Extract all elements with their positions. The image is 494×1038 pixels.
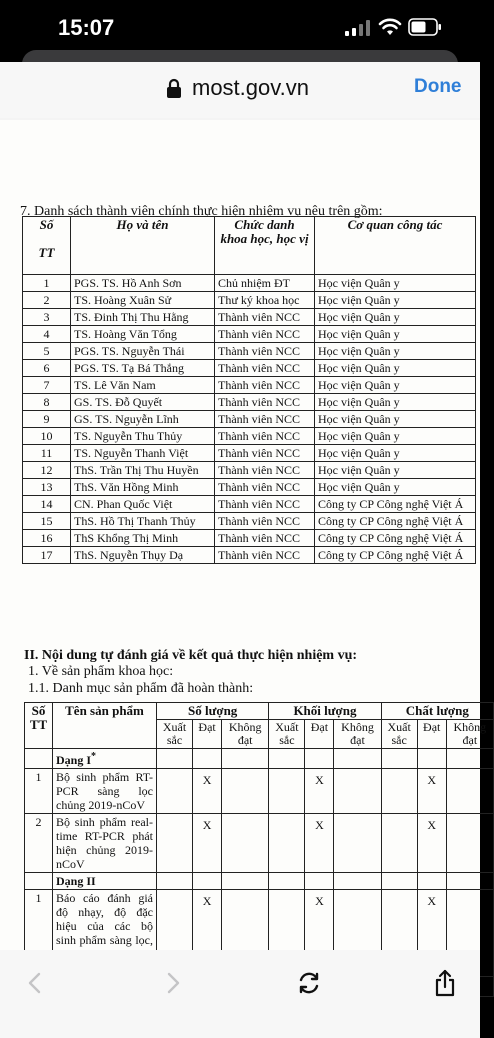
empty-cell <box>269 873 305 890</box>
products-header-row-1 <box>25 703 494 720</box>
product-row <box>25 814 494 873</box>
member-no: 3 <box>23 309 71 326</box>
pass-mark: X <box>417 769 446 814</box>
member-org: Học viện Quân y <box>315 377 476 394</box>
sub-col-pass <box>193 720 222 749</box>
product-group-row <box>25 749 494 769</box>
prod-col-volume <box>269 703 381 720</box>
pass-mark: X <box>193 890 222 977</box>
product-no: 1 <box>25 890 53 977</box>
prod-col-quantity-label: Số lượng <box>187 703 238 718</box>
member-name: PGS. TS. Tạ Bá Thắng <box>71 360 215 377</box>
product-no: 2 <box>25 814 53 873</box>
member-row <box>23 479 476 496</box>
member-org: Học viện Quân y <box>315 275 476 292</box>
member-row <box>23 309 476 326</box>
member-role: Thành viên NCC <box>215 309 315 326</box>
empty-cell <box>334 873 381 890</box>
wifi-icon <box>378 17 402 37</box>
member-no: 5 <box>23 343 71 360</box>
member-role: Thành viên NCC <box>215 377 315 394</box>
prod-col-quality-label: Chất lượng <box>405 703 469 718</box>
member-no: 17 <box>23 547 71 564</box>
empty-cell <box>193 749 222 769</box>
pass-mark: X <box>305 890 334 977</box>
member-org: Học viện Quân y <box>315 411 476 428</box>
member-role: Thư ký khoa học <box>215 292 315 309</box>
lock-icon <box>166 78 182 98</box>
member-role: Thành viên NCC <box>215 360 315 377</box>
empty-cell <box>269 769 305 814</box>
member-no: 2 <box>23 292 71 309</box>
browser-toolbar <box>0 950 480 1038</box>
group-label-text: Dạng II <box>56 874 96 888</box>
empty-cell <box>157 769 193 814</box>
product-name: Báo cáo đánh giá độ nhạy, độ đặc hiệu của các bộ sinh phẩm sàng lọc, <box>53 890 157 977</box>
pass-mark: X <box>193 814 222 873</box>
empty-cell <box>157 873 193 890</box>
col-name <box>71 217 215 275</box>
member-role: Thành viên NCC <box>215 394 315 411</box>
member-row <box>23 343 476 360</box>
sub-col-excellent-l1: Xuất <box>387 720 411 734</box>
sub-col-pass <box>305 720 334 749</box>
prod-col-quality <box>381 703 493 720</box>
sub-col-excellent-l2: sắc <box>166 733 183 747</box>
member-role: Thành viên NCC <box>215 513 315 530</box>
pass-mark: X <box>305 769 334 814</box>
member-role: Thành viên NCC <box>215 343 315 360</box>
empty-cell <box>446 814 493 873</box>
section-7-heading: 7. Danh sách thành viên chính thực hiện nhiệm vụ nêu trên gồm: <box>20 204 383 219</box>
status-bar <box>0 0 480 56</box>
member-org: Học viện Quân y <box>315 462 476 479</box>
group-label-text: Dạng I <box>56 753 92 767</box>
member-name: GS. TS. Đỗ Quyết <box>71 394 215 411</box>
pass-mark: X <box>193 769 222 814</box>
member-role: Thành viên NCC <box>215 411 315 428</box>
member-name: TS. Nguyễn Thu Thủy <box>71 428 215 445</box>
member-org: Học viện Quân y <box>315 479 476 496</box>
pass-mark: X <box>417 890 446 977</box>
sub-col-excellent-l1: Xuất <box>275 720 299 734</box>
empty-cell <box>334 769 381 814</box>
member-no: 15 <box>23 513 71 530</box>
member-row <box>23 428 476 445</box>
member-name: ThS. Hồ Thị Thanh Thủy <box>71 513 215 530</box>
group-spacer <box>25 749 53 769</box>
sub-col-excellent-l2: sắc <box>279 733 295 747</box>
empty-cell <box>381 749 417 769</box>
sub-col-excellent-l2: sắc <box>391 733 407 747</box>
empty-cell <box>417 873 446 890</box>
empty-cell <box>417 749 446 769</box>
member-name: TS. Hoàng Xuân Sử <box>71 292 215 309</box>
empty-cell <box>446 749 493 769</box>
member-row <box>23 377 476 394</box>
pass-mark: X <box>305 814 334 873</box>
member-role: Thành viên NCC <box>215 496 315 513</box>
member-no: 12 <box>23 462 71 479</box>
sub-col-fail-l2: đạt <box>350 733 365 747</box>
member-org: Công ty CP Công nghệ Việt Á <box>315 530 476 547</box>
battery-icon <box>408 18 442 36</box>
member-role: Thành viên NCC <box>215 530 315 547</box>
empty-cell <box>381 814 417 873</box>
member-row <box>23 445 476 462</box>
empty-cell <box>269 814 305 873</box>
browser-nav-bar <box>0 62 480 118</box>
empty-cell <box>193 873 222 890</box>
member-name: PGS. TS. Nguyễn Thái <box>71 343 215 360</box>
empty-cell <box>381 873 417 890</box>
sub-col-excellent-l1: Xuất <box>162 720 187 734</box>
member-no: 7 <box>23 377 71 394</box>
col-name-label: Họ và tên <box>116 217 169 232</box>
member-role: Thành viên NCC <box>215 326 315 343</box>
sub-col-excellent <box>157 720 193 749</box>
member-no: 1 <box>23 275 71 292</box>
prod-col-no-line2: TT <box>29 717 48 732</box>
sub-col-pass-label: Đạt <box>310 720 329 734</box>
empty-cell <box>157 814 193 873</box>
member-row <box>23 547 476 564</box>
empty-cell <box>446 873 493 890</box>
col-title-line1: Chức danh <box>234 217 295 232</box>
member-name: TS. Lê Văn Nam <box>71 377 215 394</box>
empty-cell <box>157 749 193 769</box>
member-row <box>23 394 476 411</box>
sub-col-pass-label: Đạt <box>423 720 441 734</box>
group-spacer <box>25 873 53 890</box>
prod-col-quantity <box>157 703 269 720</box>
prod-col-no-line1: Số <box>31 703 46 718</box>
member-name: TS. Đinh Thị Thu Hằng <box>71 309 215 326</box>
member-row <box>23 513 476 530</box>
sub-col-fail-l1: Không <box>341 720 374 734</box>
members-table <box>22 216 476 564</box>
sub-col-fail <box>446 720 493 749</box>
product-name: Bộ sinh phẩm real-time RT-PCR phát hiện chủng 2019-nCoV <box>53 814 157 873</box>
product-name: Bộ sinh phẩm RT-PCR sàng lọc chủng 2019-nCoV <box>53 769 157 814</box>
sub-col-excellent <box>269 720 305 749</box>
group-marker: * <box>91 751 97 762</box>
page-url[interactable]: most.gov.vn <box>192 75 309 100</box>
member-row <box>23 292 476 309</box>
reload-icon[interactable] <box>294 968 324 998</box>
member-role: Thành viên NCC <box>215 479 315 496</box>
chevron-right-icon[interactable] <box>158 968 188 998</box>
browser-sheet <box>0 62 487 1038</box>
member-name: CN. Phan Quốc Việt <box>71 496 215 513</box>
member-row <box>23 496 476 513</box>
member-name: ThS. Văn Hồng Minh <box>71 479 215 496</box>
sub-col-fail <box>222 720 269 749</box>
member-name: TS. Nguyễn Thanh Việt <box>71 445 215 462</box>
status-time: 15:07 <box>58 15 115 40</box>
sub-col-pass-label: Đạt <box>198 720 216 734</box>
prod-col-name-label: Tên sản phẩm <box>65 703 144 718</box>
member-no: 14 <box>23 496 71 513</box>
member-no: 9 <box>23 411 71 428</box>
member-row <box>23 360 476 377</box>
empty-cell <box>222 873 269 890</box>
empty-cell <box>334 814 381 873</box>
sub-col-pass <box>417 720 446 749</box>
col-title-line2: khoa học, học vị <box>220 231 309 246</box>
product-group-row <box>25 873 494 890</box>
member-org: Học viện Quân y <box>315 360 476 377</box>
product-group-label <box>53 873 157 890</box>
sub-col-excellent <box>381 720 417 749</box>
sub-col-fail-l1: Không <box>453 720 487 734</box>
member-name: TS. Hoàng Văn Tổng <box>71 326 215 343</box>
section-2-heading: II. Nội dung tự đánh giá về kết quả thực hiện nhiệm vụ: <box>24 648 358 663</box>
member-no: 11 <box>23 445 71 462</box>
member-org: Công ty CP Công nghệ Việt Á <box>315 547 476 564</box>
sub-col-fail <box>334 720 381 749</box>
empty-cell <box>269 749 305 769</box>
members-body <box>23 275 476 564</box>
member-org: Học viện Quân y <box>315 292 476 309</box>
prod-col-name <box>53 703 157 749</box>
member-name: ThS Khổng Thị Minh <box>71 530 215 547</box>
member-row <box>23 530 476 547</box>
member-org: Học viện Quân y <box>315 326 476 343</box>
section-2-1-heading: 1. Về sản phẩm khoa học: <box>28 664 174 679</box>
product-group-label <box>53 749 157 769</box>
member-org: Học viện Quân y <box>315 309 476 326</box>
member-role: Thành viên NCC <box>215 428 315 445</box>
col-title <box>215 217 315 275</box>
empty-cell <box>222 749 269 769</box>
empty-cell <box>222 769 269 814</box>
prod-col-no <box>25 703 53 749</box>
col-no-line2: TT <box>38 245 55 260</box>
cellular-signal-icon <box>345 20 371 36</box>
member-row <box>23 275 476 292</box>
member-role: Chủ nhiệm ĐT <box>215 275 315 292</box>
chevron-left-icon[interactable] <box>20 968 50 998</box>
sub-col-fail-l2: đạt <box>462 733 478 747</box>
member-role: Thành viên NCC <box>215 445 315 462</box>
sub-col-fail-l1: Không <box>228 720 262 734</box>
member-org: Học viện Quân y <box>315 343 476 360</box>
col-no <box>23 217 71 275</box>
member-row <box>23 411 476 428</box>
member-row <box>23 462 476 479</box>
member-role: Thành viên NCC <box>215 547 315 564</box>
section-2-1-1-heading: 1.1. Danh mục sản phẩm đã hoàn thành: <box>28 681 254 696</box>
product-no: 1 <box>25 769 53 814</box>
sub-col-fail-l2: đạt <box>237 733 253 747</box>
empty-cell <box>305 873 334 890</box>
member-name: ThS. Nguyễn Thụy Dạ <box>71 547 215 564</box>
member-org: Công ty CP Công nghệ Việt Á <box>315 496 476 513</box>
empty-cell <box>334 749 381 769</box>
col-no-line1: Số <box>39 217 54 232</box>
member-org: Học viện Quân y <box>315 445 476 462</box>
member-no: 8 <box>23 394 71 411</box>
member-org: Công ty CP Công nghệ Việt Á <box>315 513 476 530</box>
col-org <box>315 217 476 275</box>
member-row <box>23 326 476 343</box>
member-no: 13 <box>23 479 71 496</box>
member-name: GS. TS. Nguyễn Lĩnh <box>71 411 215 428</box>
member-role: Thành viên NCC <box>215 462 315 479</box>
empty-cell <box>446 769 493 814</box>
share-icon[interactable] <box>430 968 460 998</box>
prod-col-volume-label: Khối lượng <box>293 703 357 718</box>
document-page <box>0 120 487 950</box>
member-no: 10 <box>23 428 71 445</box>
empty-cell <box>381 769 417 814</box>
done-button[interactable]: Done <box>414 76 462 97</box>
col-org-label: Cơ quan công tác <box>347 217 443 232</box>
member-org: Học viện Quân y <box>315 394 476 411</box>
pass-mark: X <box>417 814 446 873</box>
member-no: 6 <box>23 360 71 377</box>
member-name: PGS. TS. Hồ Anh Sơn <box>71 275 215 292</box>
member-no: 4 <box>23 326 71 343</box>
member-name: ThS. Trần Thị Thu Huyền <box>71 462 215 479</box>
member-org: Học viện Quân y <box>315 428 476 445</box>
members-header-row <box>23 217 476 275</box>
empty-cell <box>222 814 269 873</box>
empty-cell <box>305 749 334 769</box>
member-no: 16 <box>23 530 71 547</box>
product-row <box>25 769 494 814</box>
